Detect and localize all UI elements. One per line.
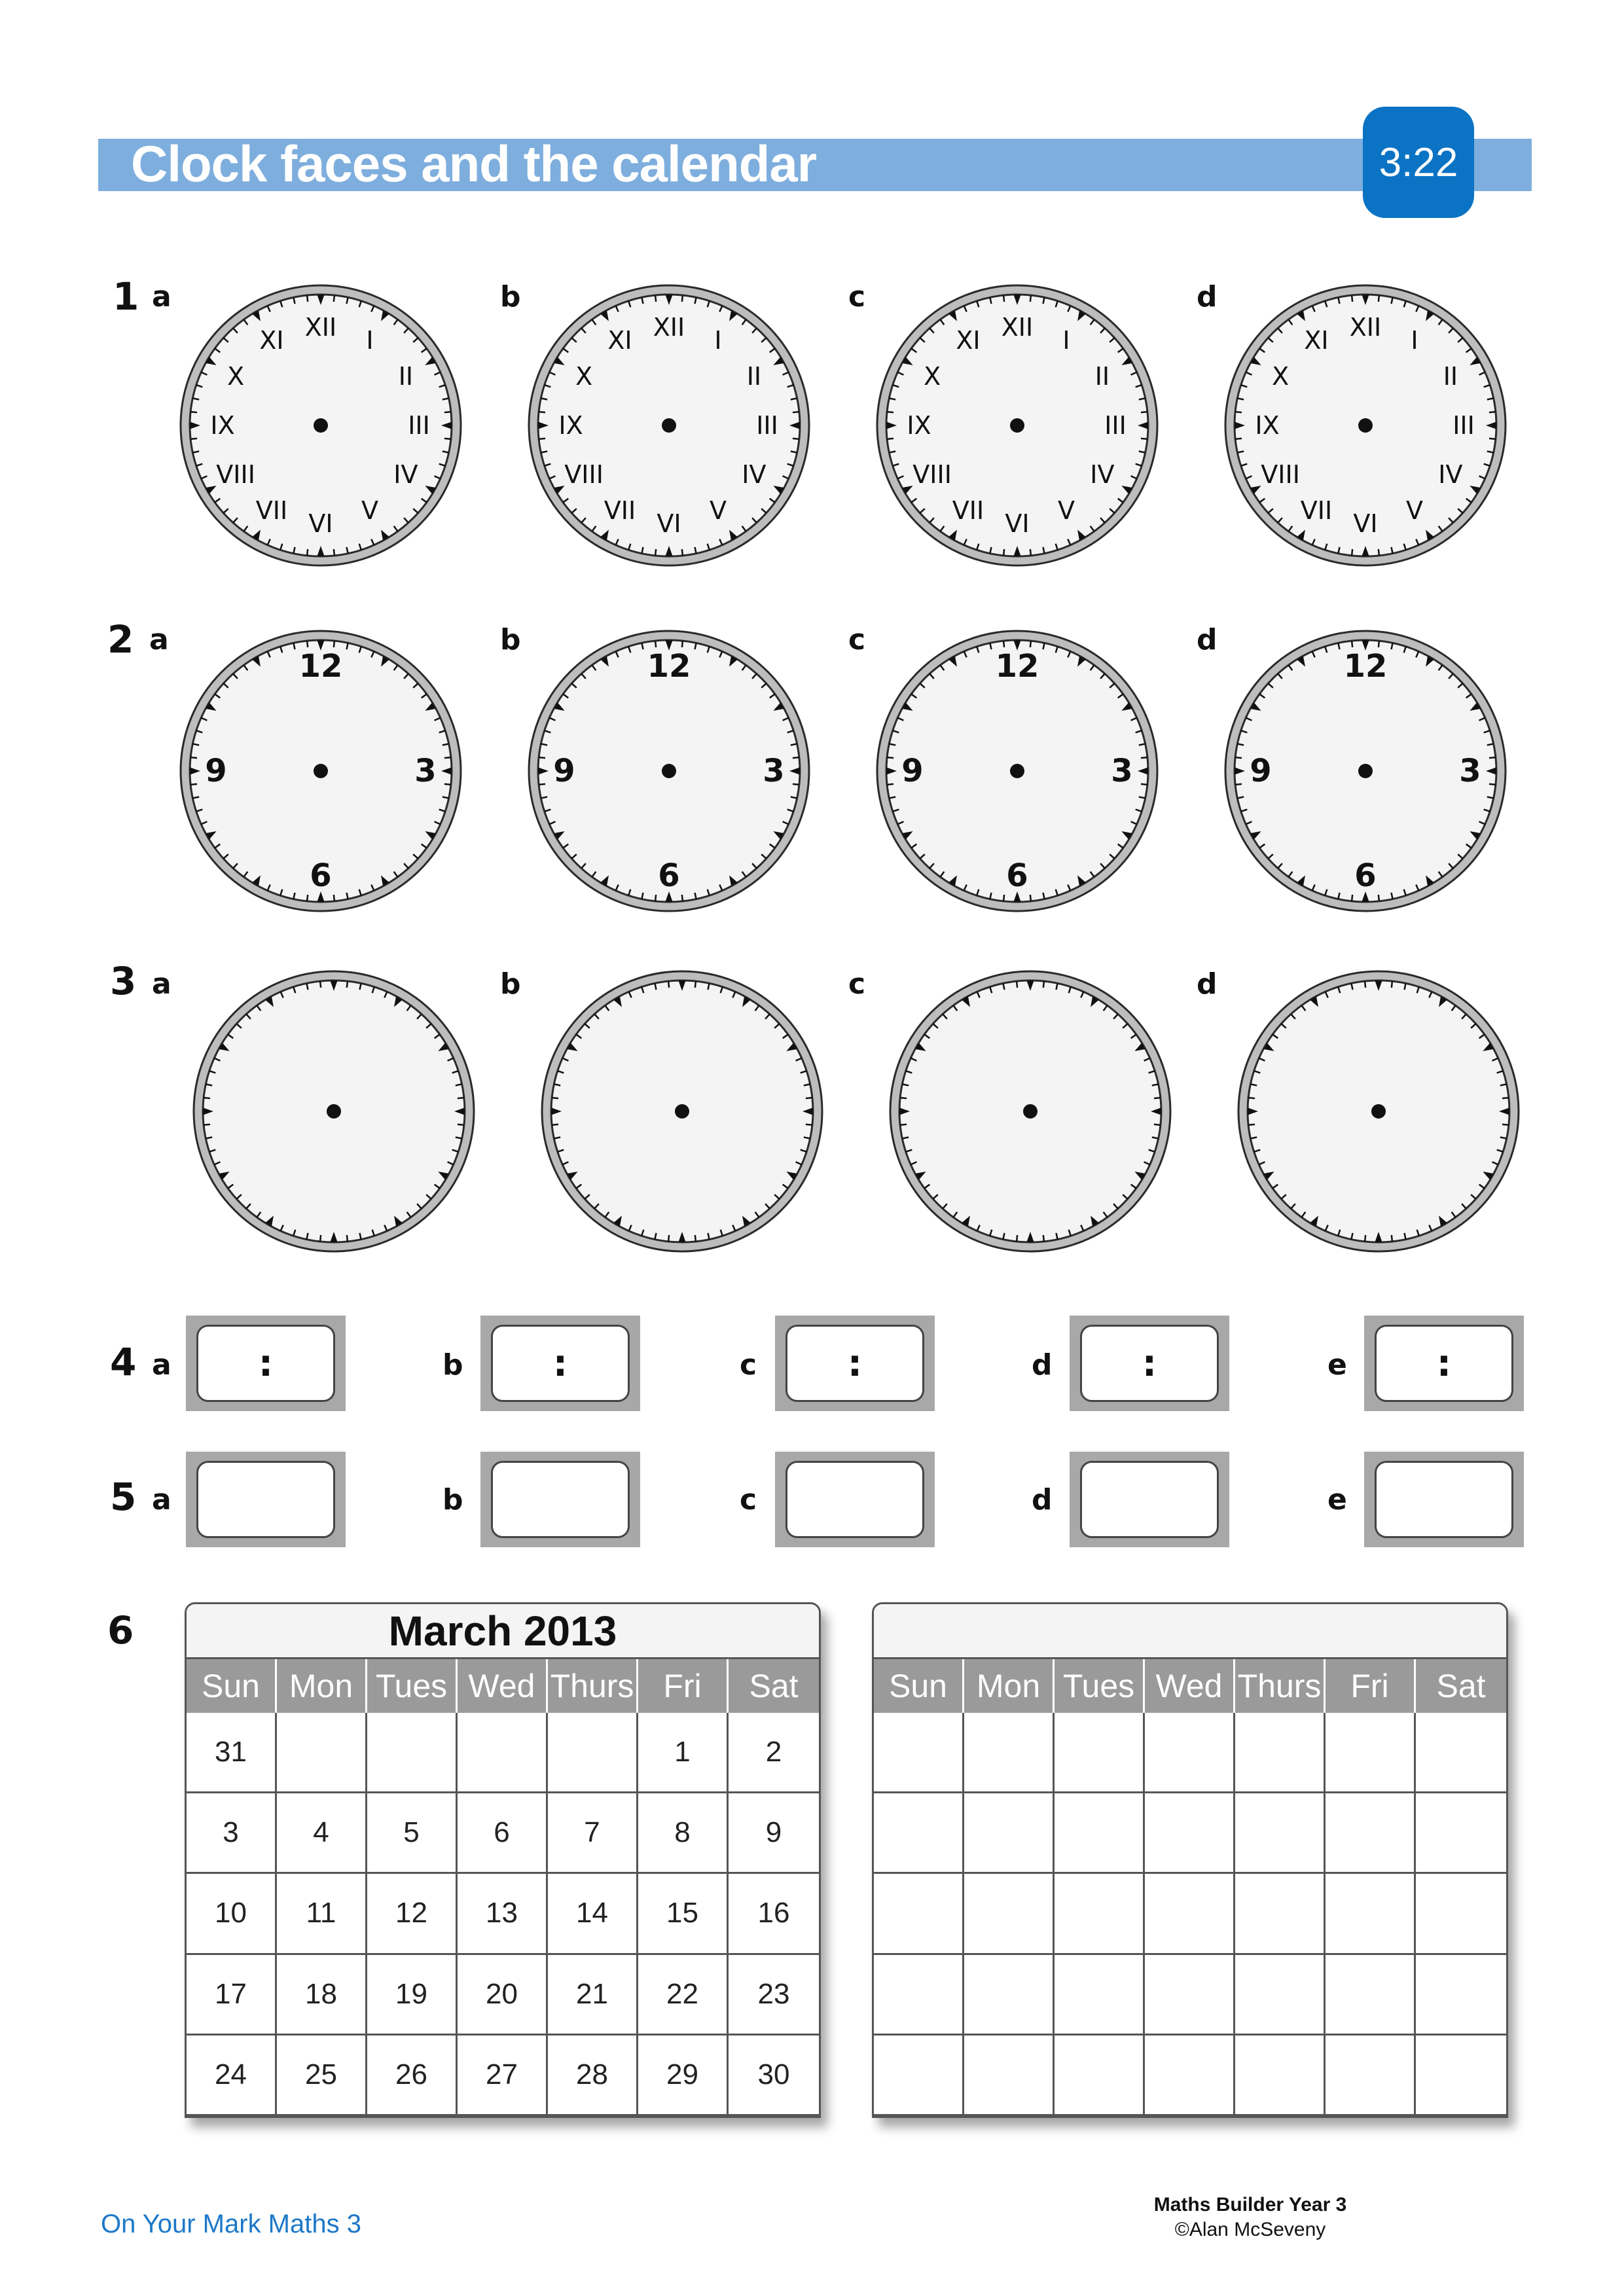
- clock-numeral: VII: [952, 495, 984, 525]
- calendar-day-cell-blank[interactable]: [1055, 1955, 1145, 2036]
- minute-tick: [539, 784, 545, 785]
- clock-numeral: VIII: [1261, 460, 1300, 489]
- minute-tick: [347, 1235, 348, 1242]
- clock-numeral: V: [1406, 495, 1423, 525]
- clock-numeral: VII: [1300, 495, 1333, 525]
- clock-numeral: XI: [1304, 326, 1329, 355]
- clock-numeral: V: [710, 495, 727, 525]
- clock-numeral: XI: [259, 326, 284, 355]
- q1-label-a: a: [152, 280, 171, 314]
- digital-time-box-b[interactable]: [480, 1316, 640, 1411]
- calendar-day-cell: 3: [187, 1793, 277, 1874]
- calendar-day-cell: 1: [638, 1713, 729, 1793]
- clock-numeral: X: [227, 362, 245, 391]
- clock-numeral: I: [1062, 326, 1070, 355]
- calendar-blank: [872, 1602, 1508, 2118]
- calendar-day-cell-blank[interactable]: [1235, 1955, 1326, 2036]
- q4-label-d: d: [1032, 1348, 1053, 1382]
- minute-tick: [1003, 641, 1004, 647]
- digital-time-field-c[interactable]: :: [785, 1325, 924, 1402]
- clock-numeral: 3: [1459, 753, 1481, 789]
- calendar-day-cell-blank[interactable]: [964, 2036, 1055, 2116]
- clock-numeral: IV: [393, 460, 418, 489]
- calendar-day-cell-blank[interactable]: [1145, 1713, 1235, 1793]
- minute-tick: [1030, 895, 1031, 901]
- digital-time-box-c[interactable]: [775, 1316, 935, 1411]
- minute-tick: [1489, 784, 1496, 785]
- calendar-day-cell-blank[interactable]: [1326, 2036, 1416, 2116]
- q2-label-d: d: [1197, 623, 1218, 656]
- clock-numeral: III: [756, 411, 778, 440]
- minute-tick: [793, 757, 799, 758]
- calendar-day-cell: 26: [367, 2036, 458, 2116]
- q1-label-d: d: [1197, 280, 1218, 314]
- minute-tick: [1003, 549, 1004, 556]
- clock-numeral: II: [398, 362, 414, 391]
- q1-label-b: b: [500, 280, 521, 314]
- calendar-day-cell-blank[interactable]: [874, 2036, 964, 2116]
- minute-tick: [695, 981, 696, 988]
- question-5-number: 5: [110, 1475, 137, 1519]
- answer-field-d[interactable]: [1080, 1461, 1219, 1538]
- calendar-day-cell-blank[interactable]: [1145, 1793, 1235, 1874]
- clock-numeral: XII: [304, 313, 337, 342]
- calendar-day-cell: 4: [277, 1793, 367, 1874]
- calendar-day-cell-blank[interactable]: [874, 1955, 964, 2036]
- clock-numeral: VIII: [564, 460, 604, 489]
- q5-label-b: b: [442, 1483, 463, 1516]
- calendar-day-cell: 24: [187, 2036, 277, 2116]
- minute-tick: [793, 784, 799, 785]
- calendar-day-cell: 30: [729, 2036, 819, 2116]
- minute-tick: [320, 1235, 321, 1242]
- minute-tick: [307, 641, 308, 647]
- q2-label-a: a: [149, 623, 169, 656]
- q5-label-d: d: [1032, 1483, 1053, 1516]
- clock-numeral: III: [408, 411, 430, 440]
- calendar-day-cell: 14: [548, 1874, 638, 1954]
- clock-face-blank-b: [539, 969, 825, 1254]
- q3-label-a: a: [152, 967, 171, 1001]
- minute-tick: [347, 981, 348, 988]
- calendar-day-cell: 5: [367, 1793, 458, 1874]
- q4-label-a: a: [152, 1348, 171, 1382]
- clock-numeral: IX: [210, 411, 235, 440]
- weekday-sat: Sat: [749, 1668, 799, 1704]
- calendar-day-cell-blank[interactable]: [1055, 1793, 1145, 1874]
- clock-numeral: VIII: [216, 460, 255, 489]
- minute-tick: [655, 641, 656, 647]
- calendar-day-cell: 27: [458, 2036, 548, 2116]
- clock-numeral: VI: [1005, 509, 1030, 538]
- calendar-day-cell: 17: [187, 1955, 277, 2036]
- question-6-number: 6: [107, 1608, 134, 1653]
- minute-tick: [887, 757, 893, 758]
- clock-numeral: X: [1272, 362, 1290, 391]
- clock-face-roman-b: [526, 283, 812, 568]
- clock-numeral: 12: [298, 648, 343, 685]
- calendar-day-cell: 16: [729, 1874, 819, 1954]
- answer-box-a[interactable]: [186, 1452, 346, 1547]
- clock-face-roman-c: [875, 283, 1160, 568]
- clock-numeral: 3: [763, 753, 785, 789]
- minute-tick: [1003, 895, 1004, 901]
- clock-numeral: 9: [205, 753, 227, 789]
- calendar-grid-blank: [874, 1713, 1506, 2116]
- minute-tick: [539, 757, 545, 758]
- calendar-day-cell: 9: [729, 1793, 819, 1874]
- calendar-day-cell-blank[interactable]: [1416, 2036, 1506, 2116]
- clock-center-dot: [1371, 1104, 1386, 1119]
- minute-tick: [695, 1235, 696, 1242]
- weekday-wed: Wed: [1145, 1659, 1235, 1713]
- clock-face-arabic-b: [526, 628, 812, 914]
- minute-tick: [655, 549, 656, 556]
- clock-face-arabic-a: [178, 628, 463, 914]
- clock-face-roman-d: [1223, 283, 1508, 568]
- calendar-day-cell-blank[interactable]: [1416, 1793, 1506, 1874]
- clock-numeral: I: [1411, 326, 1418, 355]
- clock-numeral: XII: [653, 313, 685, 342]
- minute-tick: [1141, 757, 1147, 758]
- calendar-day-cell: [277, 1713, 367, 1793]
- answer-box-e[interactable]: [1364, 1452, 1524, 1547]
- digital-time-field-e[interactable]: :: [1375, 1325, 1513, 1402]
- clock-numeral: 9: [1250, 753, 1272, 789]
- digital-time-field-a[interactable]: :: [196, 1325, 335, 1402]
- calendar-day-cell-blank[interactable]: [1326, 1713, 1416, 1793]
- answer-box-c[interactable]: [775, 1452, 935, 1547]
- calendar-day-cell-blank[interactable]: [964, 1793, 1055, 1874]
- calendar-day-cell: 25: [277, 2036, 367, 2116]
- answer-field-b[interactable]: [491, 1461, 630, 1538]
- calendar-day-cell: 2: [729, 1713, 819, 1793]
- clock-numeral: X: [924, 362, 941, 391]
- clock-numeral: IX: [558, 411, 583, 440]
- clock-face-blank-d: [1236, 969, 1521, 1254]
- answer-box-d[interactable]: [1070, 1452, 1229, 1547]
- minute-tick: [887, 784, 893, 785]
- clock-numeral: I: [366, 326, 374, 355]
- clock-center-dot: [1358, 764, 1373, 778]
- clock-numeral: IV: [1090, 460, 1115, 489]
- calendar-day-cell: 15: [638, 1874, 729, 1954]
- calendar-weekday-header-blank: [874, 1659, 1506, 1713]
- calendar-day-cell-blank[interactable]: [1235, 1874, 1326, 1954]
- minute-tick: [552, 1124, 558, 1125]
- minute-tick: [190, 784, 197, 785]
- minute-tick: [190, 757, 197, 758]
- weekday-mon: Mon: [277, 1659, 367, 1713]
- minute-tick: [900, 1124, 907, 1125]
- minute-tick: [1502, 1124, 1509, 1125]
- q5-label-e: e: [1327, 1483, 1347, 1516]
- calendar-day-cell: 11: [277, 1874, 367, 1954]
- minute-tick: [682, 549, 683, 556]
- clock-numeral: IX: [907, 411, 931, 440]
- calendar-day-cell-blank[interactable]: [1326, 1874, 1416, 1954]
- minute-tick: [668, 1235, 669, 1242]
- clock-numeral: 12: [995, 648, 1039, 685]
- q2-label-b: b: [500, 623, 521, 656]
- answer-box-b[interactable]: [480, 1452, 640, 1547]
- minute-tick: [682, 895, 683, 901]
- q4-label-b: b: [442, 1348, 463, 1382]
- calendar-day-cell: 31: [187, 1713, 277, 1793]
- weekday-sun: Sun: [187, 1659, 277, 1713]
- minute-tick: [1141, 784, 1147, 785]
- answer-field-c[interactable]: [785, 1461, 924, 1538]
- calendar-day-cell-blank[interactable]: [1416, 1713, 1506, 1793]
- calendar-day-cell-blank[interactable]: [964, 1713, 1055, 1793]
- calendar-day-cell-blank[interactable]: [1235, 1713, 1326, 1793]
- clock-numeral: 6: [658, 857, 680, 894]
- calendar-day-cell: 22: [638, 1955, 729, 2036]
- minute-tick: [682, 295, 683, 302]
- footer-book-title: Maths Builder Year 3: [1153, 2194, 1347, 2215]
- clock-numeral: II: [1443, 362, 1458, 391]
- question-3-number: 3: [110, 959, 137, 1003]
- clock-numeral: VIII: [912, 460, 952, 489]
- minute-tick: [1043, 981, 1044, 988]
- calendar-day-cell-blank[interactable]: [1055, 2036, 1145, 2116]
- calendar-title-blank[interactable]: [874, 1604, 1506, 1659]
- q3-label-c: c: [848, 967, 866, 1001]
- minute-tick: [458, 1124, 464, 1125]
- minute-tick: [1030, 295, 1031, 302]
- minute-tick: [1248, 1124, 1255, 1125]
- footer-series: On Your Mark Maths 3: [101, 2210, 361, 2238]
- minute-tick: [655, 895, 656, 901]
- clock-numeral: V: [361, 495, 378, 525]
- calendar-day-cell-blank[interactable]: [1416, 1955, 1506, 2036]
- q2-label-c: c: [848, 623, 866, 656]
- calendar-day-cell: 6: [458, 1793, 548, 1874]
- calendar-day-cell: 7: [548, 1793, 638, 1874]
- weekday-thurs: Thurs: [548, 1659, 638, 1713]
- calendar-day-cell: 8: [638, 1793, 729, 1874]
- q4-label-c: c: [740, 1348, 757, 1382]
- calendar-day-cell: [548, 1713, 638, 1793]
- weekday-tues: Tues: [367, 1659, 458, 1713]
- calendar-day-cell: 12: [367, 1874, 458, 1954]
- weekday-wed: Wed: [458, 1659, 548, 1713]
- page-number-badge: 3:22: [1363, 107, 1474, 218]
- weekday-sat: Sat: [1436, 1668, 1486, 1704]
- minute-tick: [1030, 641, 1031, 647]
- clock-numeral: IX: [1255, 411, 1280, 440]
- calendar-day-cell-blank[interactable]: [1145, 1955, 1235, 2036]
- clock-numeral: III: [1104, 411, 1127, 440]
- calendar-day-cell-blank[interactable]: [964, 1955, 1055, 2036]
- weekday-tues: Tues: [1055, 1659, 1145, 1713]
- calendar-grid: [187, 1713, 819, 2116]
- calendar-day-cell-blank[interactable]: [1055, 1874, 1145, 1954]
- calendar-day-cell: 20: [458, 1955, 548, 2036]
- clock-center-dot: [1023, 1104, 1038, 1119]
- clock-center-dot: [314, 764, 328, 778]
- digital-time-box-d[interactable]: [1070, 1316, 1229, 1411]
- clock-center-dot: [314, 418, 328, 433]
- minute-tick: [204, 1124, 210, 1125]
- clock-face-arabic-d: [1223, 628, 1508, 914]
- calendar-weekday-header: [187, 1659, 819, 1713]
- calendar-day-cell-blank[interactable]: [1145, 2036, 1235, 2116]
- clock-numeral: IV: [742, 460, 767, 489]
- calendar-day-cell: [458, 1713, 548, 1793]
- clock-numeral: 6: [1006, 857, 1028, 894]
- minute-tick: [444, 757, 451, 758]
- calendar-day-cell-blank[interactable]: [874, 1793, 964, 1874]
- calendar-day-cell: 23: [729, 1955, 819, 2036]
- calendar-day-cell: 18: [277, 1955, 367, 2036]
- footer-copyright: ©Alan McSeveny: [1174, 2219, 1326, 2240]
- minute-tick: [1030, 549, 1031, 556]
- footer-credit: [1139, 2193, 1362, 2242]
- calendar-day-cell-blank[interactable]: [1235, 2036, 1326, 2116]
- calendar-day-cell-blank[interactable]: [874, 1713, 964, 1793]
- question-4-number: 4: [110, 1340, 137, 1384]
- digital-time-box-e[interactable]: [1364, 1316, 1524, 1411]
- clock-numeral: 6: [1354, 857, 1377, 894]
- clock-face-blank-c: [888, 969, 1173, 1254]
- answer-field-e[interactable]: [1375, 1461, 1513, 1538]
- calendar-day-cell: 13: [458, 1874, 548, 1954]
- q5-label-c: c: [740, 1483, 757, 1516]
- clock-numeral: III: [1453, 411, 1475, 440]
- calendar-title: March 2013: [187, 1604, 819, 1659]
- minute-tick: [806, 1124, 812, 1125]
- clock-numeral: VII: [255, 495, 288, 525]
- clock-numeral: I: [714, 326, 722, 355]
- question-1-number: 1: [113, 274, 139, 319]
- minute-tick: [655, 295, 656, 302]
- calendar-day-cell: 21: [548, 1955, 638, 2036]
- clock-center-dot: [662, 764, 676, 778]
- clock-numeral: IV: [1438, 460, 1463, 489]
- clock-face-blank-a: [191, 969, 477, 1254]
- clock-numeral: XI: [607, 326, 632, 355]
- minute-tick: [307, 295, 308, 302]
- clock-numeral: 6: [310, 857, 332, 894]
- minute-tick: [668, 981, 669, 988]
- clock-numeral: II: [1094, 362, 1110, 391]
- clock-numeral: XII: [1349, 313, 1382, 342]
- minute-tick: [307, 549, 308, 556]
- clock-numeral: V: [1058, 495, 1075, 525]
- question-2-number: 2: [107, 617, 134, 662]
- weekday-fri: Fri: [638, 1659, 729, 1713]
- calendar-day-cell-blank[interactable]: [1416, 1874, 1506, 1954]
- calendar-day-cell: 19: [367, 1955, 458, 2036]
- clock-numeral: VI: [657, 509, 681, 538]
- calendar-day-cell-blank[interactable]: [964, 1874, 1055, 1954]
- calendar-day-cell-blank[interactable]: [1235, 1793, 1326, 1874]
- minute-tick: [1154, 1124, 1161, 1125]
- q4-label-e: e: [1327, 1348, 1347, 1382]
- clock-center-dot: [327, 1104, 341, 1119]
- calendar-day-cell: 29: [638, 2036, 729, 2116]
- calendar-day-cell-blank[interactable]: [874, 1874, 964, 1954]
- digital-time-field-b[interactable]: :: [491, 1325, 630, 1402]
- calendar-day-cell-blank[interactable]: [1326, 1793, 1416, 1874]
- clock-center-dot: [1010, 418, 1024, 433]
- clock-numeral: 12: [647, 648, 691, 685]
- calendar-march-2013: [185, 1602, 821, 2118]
- clock-numeral: 12: [1343, 648, 1388, 685]
- weekday-sun: Sun: [874, 1659, 964, 1713]
- q5-label-a: a: [152, 1483, 171, 1516]
- q3-label-b: b: [500, 967, 521, 1001]
- clock-numeral: VII: [604, 495, 636, 525]
- minute-tick: [1235, 784, 1242, 785]
- minute-tick: [1003, 295, 1004, 302]
- q3-label-d: d: [1197, 967, 1218, 1001]
- calendar-day-cell: [367, 1713, 458, 1793]
- page-title: Clock faces and the calendar: [131, 135, 817, 192]
- digital-time-box-a[interactable]: [186, 1316, 346, 1411]
- clock-face-arabic-c: [875, 628, 1160, 914]
- calendar-day-cell-blank[interactable]: [1326, 1955, 1416, 2036]
- clock-center-dot: [675, 1104, 689, 1119]
- minute-tick: [682, 641, 683, 647]
- minute-tick: [1043, 1235, 1044, 1242]
- clock-numeral: 3: [1111, 753, 1133, 789]
- weekday-mon: Mon: [964, 1659, 1055, 1713]
- weekday-fri: Fri: [1326, 1659, 1416, 1713]
- clock-numeral: 3: [414, 753, 437, 789]
- minute-tick: [1489, 757, 1496, 758]
- calendar-day-cell: 10: [187, 1874, 277, 1954]
- minute-tick: [444, 784, 451, 785]
- clock-numeral: X: [575, 362, 593, 391]
- clock-center-dot: [1358, 418, 1373, 433]
- clock-numeral: XI: [956, 326, 981, 355]
- clock-center-dot: [662, 418, 676, 433]
- clock-numeral: VI: [308, 509, 333, 538]
- digital-time-field-d[interactable]: :: [1080, 1325, 1219, 1402]
- calendar-day-cell-blank[interactable]: [1055, 1713, 1145, 1793]
- clock-numeral: II: [746, 362, 762, 391]
- clock-face-roman-a: [178, 283, 463, 568]
- clock-numeral: XII: [1001, 313, 1034, 342]
- clock-numeral: VI: [1353, 509, 1378, 538]
- minute-tick: [307, 895, 308, 901]
- q1-label-c: c: [848, 280, 866, 314]
- minute-tick: [1235, 757, 1242, 758]
- calendar-day-cell: 28: [548, 2036, 638, 2116]
- clock-numeral: 9: [901, 753, 924, 789]
- clock-numeral: 9: [553, 753, 575, 789]
- weekday-thurs: Thurs: [1235, 1659, 1326, 1713]
- clock-center-dot: [1010, 764, 1024, 778]
- answer-field-a[interactable]: [196, 1461, 335, 1538]
- calendar-day-cell-blank[interactable]: [1145, 1874, 1235, 1954]
- minute-tick: [320, 981, 321, 988]
